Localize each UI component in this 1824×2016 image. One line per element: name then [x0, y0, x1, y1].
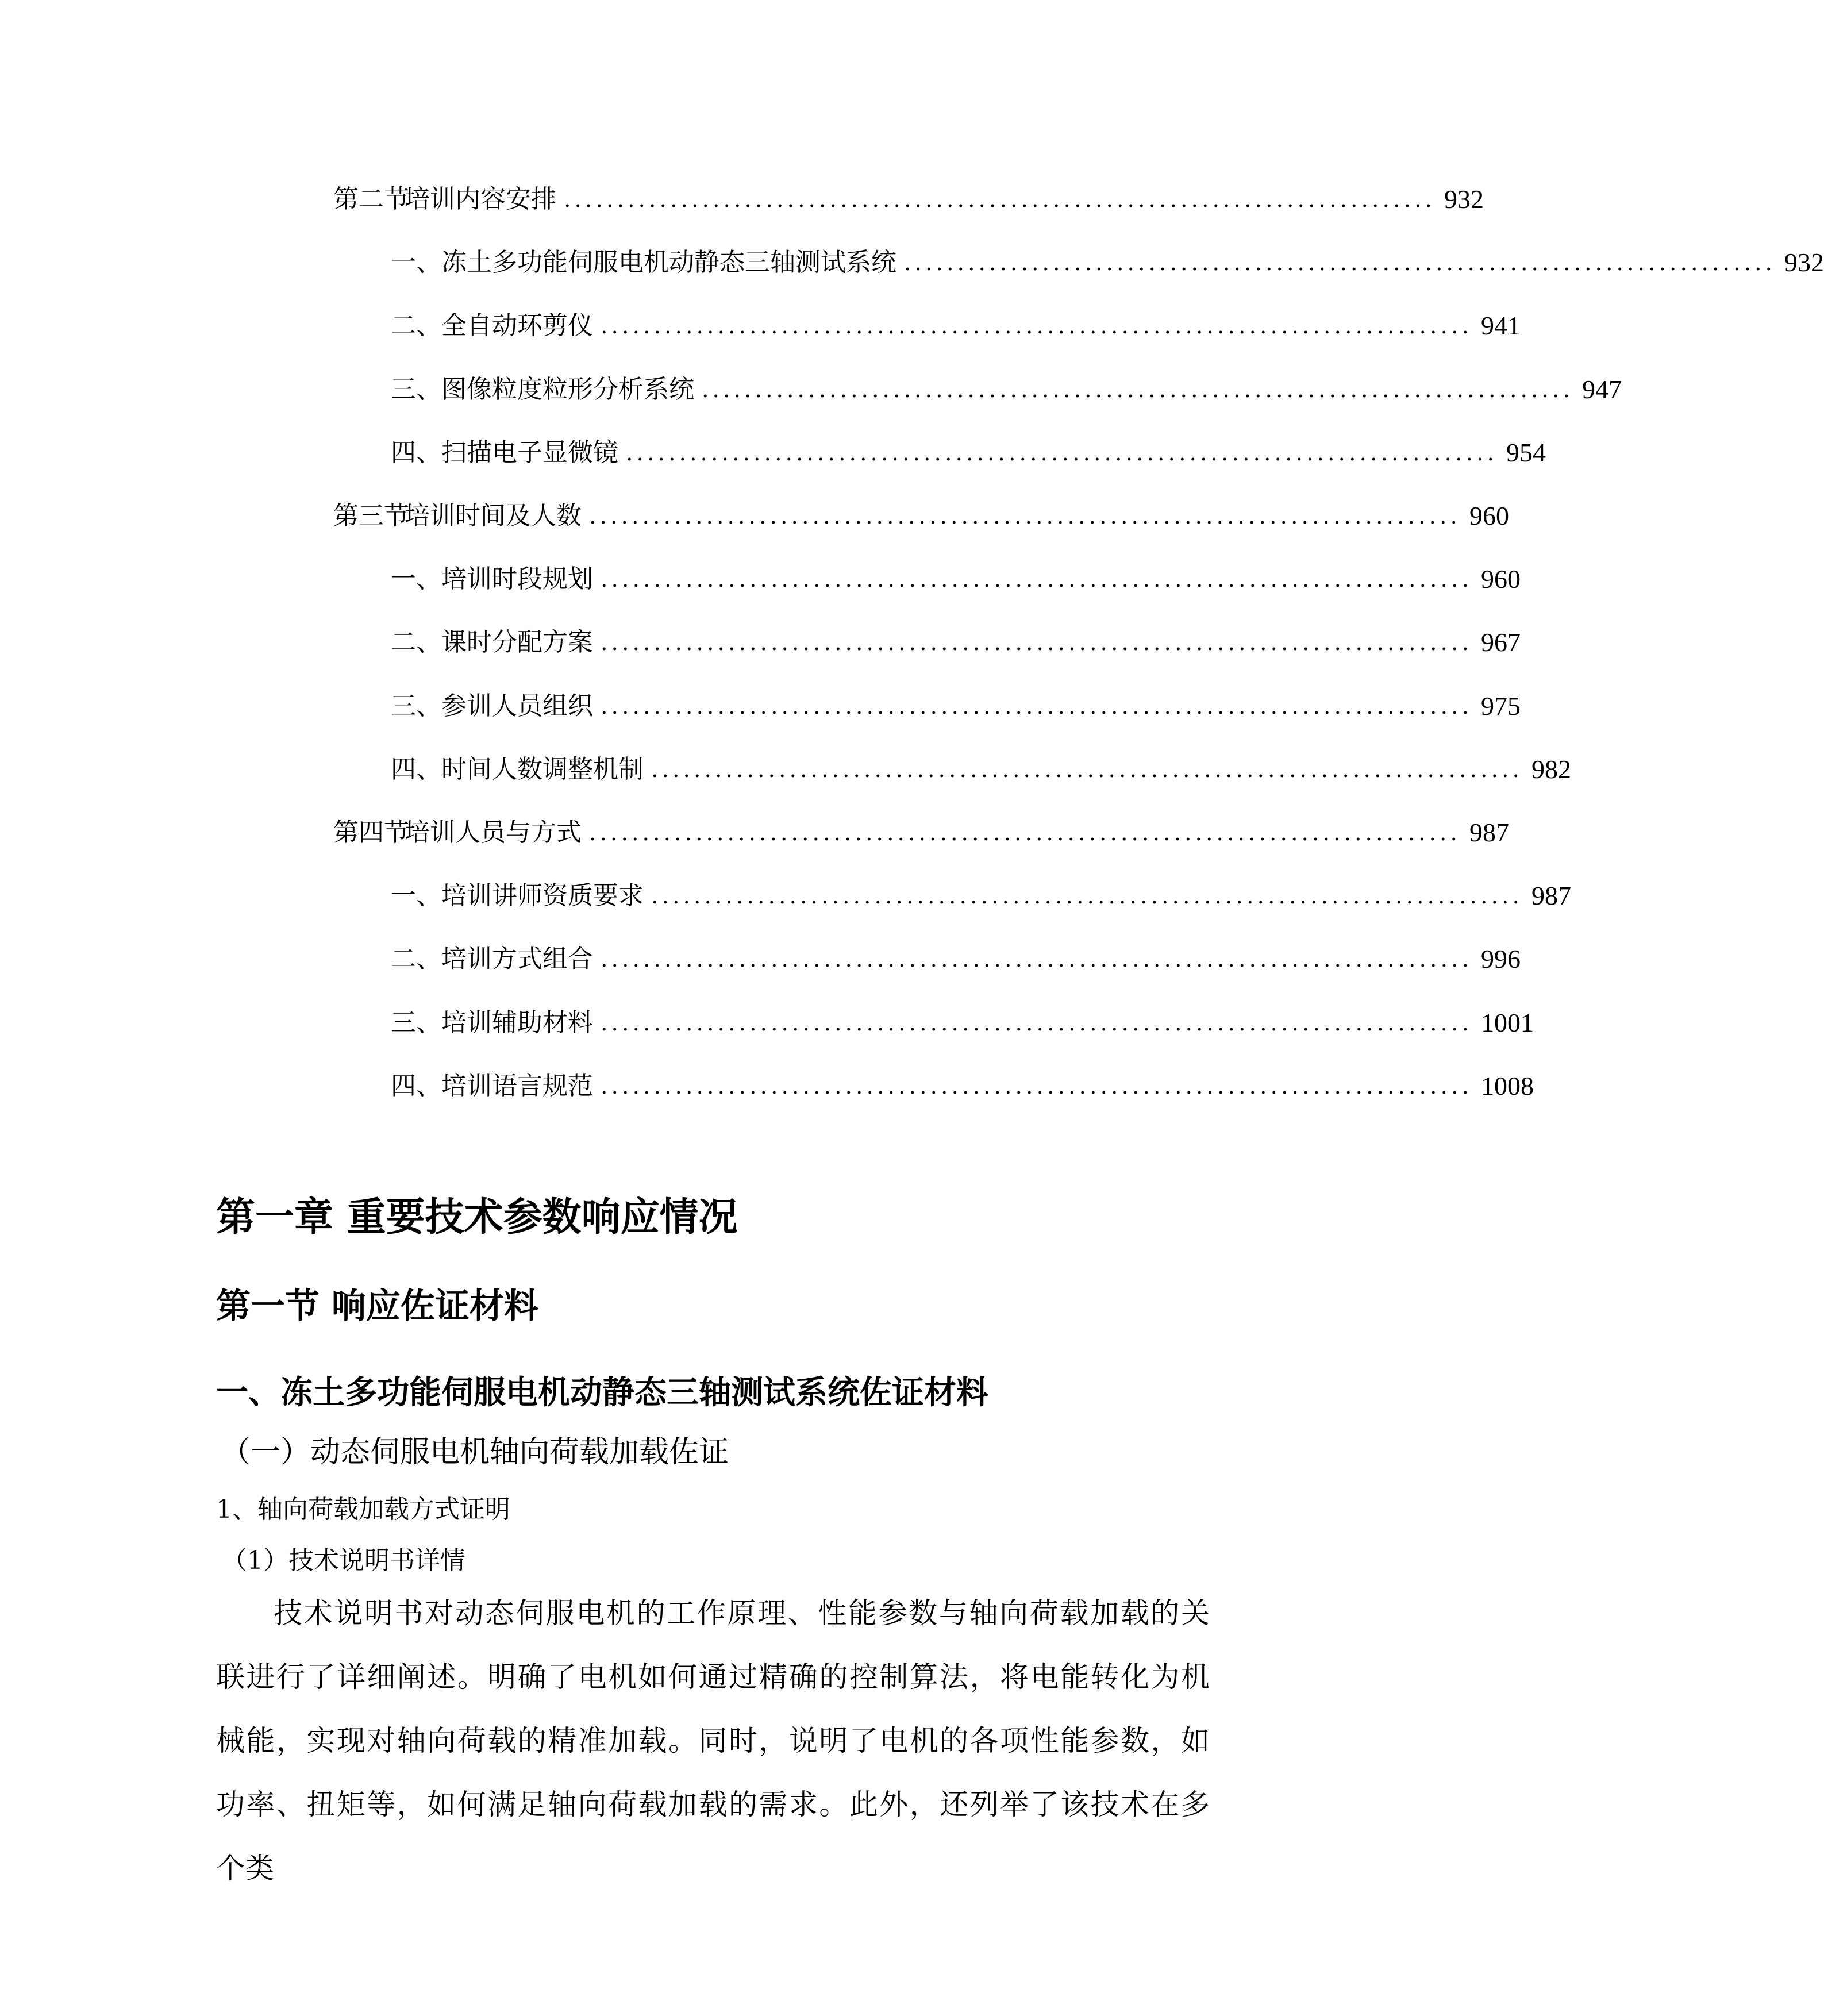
toc-entry[interactable] — [333, 675, 1521, 738]
toc-entry-title: 培训辅助材料 — [441, 1007, 593, 1037]
toc-leader-dots: .................................................................................. — [652, 883, 1523, 910]
toc-entry-number: 二、 — [391, 628, 441, 657]
toc-leader-dots: .................................................................................. — [601, 566, 1473, 593]
toc-entry-title: 全自动环剪仪 — [441, 311, 593, 341]
toc-entry[interactable] — [333, 358, 1622, 421]
toc-entry-page: 947 — [1582, 374, 1622, 404]
toc-leader-dots: .................................................................................. — [601, 946, 1473, 973]
toc-leader-dots: .................................................................................. — [601, 1009, 1473, 1036]
toc-entry-title: 冻土多功能伺服电机动静态三轴测试系统 — [441, 248, 896, 278]
toc-entry-number: 二、 — [391, 944, 441, 974]
toc-entry-page: 954 — [1506, 437, 1546, 467]
section-title: 第一节 响应佐证材料 — [216, 1286, 538, 1326]
toc-entry-number: 第三节 — [333, 501, 409, 531]
toc-leader-dots: .................................................................................. — [601, 1072, 1473, 1099]
toc-entry[interactable] — [333, 548, 1521, 611]
toc-entry[interactable] — [333, 801, 1509, 864]
toc-entry-number: 三、 — [391, 374, 441, 404]
toc-entry-number: 三、 — [391, 691, 441, 721]
toc-entry-page: 967 — [1481, 628, 1521, 657]
toc-entry-title: 时间人数调整机制 — [441, 754, 644, 784]
toc-entry-page: 987 — [1469, 817, 1509, 847]
toc-entry-title: 培训内容安排 — [405, 184, 556, 214]
toc-entry-number: 四、 — [391, 1071, 441, 1101]
toc-entry-page: 960 — [1481, 564, 1521, 594]
toc-entry-page: 975 — [1481, 691, 1521, 721]
toc-entry-number: 四、 — [391, 437, 441, 467]
toc-entry-page: 932 — [1444, 184, 1484, 214]
toc-entry-page: 987 — [1531, 881, 1571, 911]
subsection-subheading: （1）技术说明书详情 — [222, 1546, 465, 1575]
toc-entry-title: 参训人员组织 — [441, 691, 593, 721]
toc-entry[interactable] — [333, 611, 1521, 674]
toc-entry-title: 课时分配方案 — [441, 628, 593, 657]
toc-leader-dots: .................................................................................. — [626, 439, 1498, 466]
subsection-title: （一）动态伺服电机轴向荷载加载佐证 — [221, 1435, 729, 1469]
toc-entry[interactable] — [333, 168, 1484, 231]
toc-entry-page: 1001 — [1481, 1007, 1534, 1037]
toc-entry[interactable] — [333, 991, 1534, 1054]
table-of-contents — [333, 168, 1824, 1118]
toc-entry-title: 培训讲师资质要求 — [441, 881, 644, 911]
toc-entry-page: 941 — [1481, 311, 1521, 341]
toc-entry-number: 一、 — [391, 248, 441, 278]
toc-entry-title: 培训方式组合 — [441, 944, 593, 974]
toc-entry-title: 培训语言规范 — [441, 1071, 593, 1101]
toc-entry[interactable] — [333, 864, 1571, 928]
toc-entry[interactable] — [333, 484, 1509, 548]
toc-entry-page: 932 — [1784, 248, 1824, 278]
subsection-heading: 1、轴向荷载加载方式证明 — [216, 1495, 510, 1524]
toc-leader-dots: .................................................................................. — [601, 313, 1473, 340]
toc-entry-title: 扫描电子显微镜 — [441, 437, 618, 467]
toc-entry[interactable] — [333, 231, 1824, 294]
toc-entry-title: 培训时间及人数 — [405, 501, 582, 531]
toc-entry-page: 960 — [1469, 501, 1509, 531]
toc-entry-number: 一、 — [391, 881, 441, 911]
toc-entry-page: 982 — [1531, 754, 1571, 784]
toc-entry[interactable] — [333, 1055, 1534, 1118]
toc-entry-page: 996 — [1481, 944, 1521, 974]
toc-entry-title: 培训时段规划 — [441, 564, 593, 594]
toc-leader-dots: .................................................................................. — [590, 503, 1461, 530]
toc-entry[interactable] — [333, 928, 1521, 991]
toc-leader-dots: .................................................................................. — [601, 629, 1473, 656]
toc-entry-number: 三、 — [391, 1007, 441, 1037]
toc-leader-dots: .................................................................................. — [652, 756, 1523, 783]
toc-entry-number: 四、 — [391, 754, 441, 784]
toc-entry[interactable] — [333, 738, 1571, 801]
toc-leader-dots: .................................................................................. — [590, 819, 1461, 846]
toc-leader-dots: .................................................................................. — [564, 186, 1436, 213]
toc-leader-dots: .................................................................................. — [905, 249, 1776, 276]
body-paragraph: 技术说明书对动态伺服电机的工作原理、性能参数与轴向荷载加载的关联进行了详细阐述。明确了电机如何通过精确的控制算法，将电能转化为机械能，实现对轴向荷载的精准加载。同时，说明了电机的各项性能参数，如功率、扭矩等，如何满足轴向荷载加载的需求。此外，还列举了该技术在多个类 — [216, 1596, 1210, 1885]
item-title: 一、冻土多功能伺服电机动静态三轴测试系统佐证材料 — [216, 1374, 988, 1411]
toc-leader-dots: .................................................................................. — [601, 692, 1473, 720]
toc-entry-number: 一、 — [391, 564, 441, 594]
toc-entry-title: 图像粒度粒形分析系统 — [441, 374, 694, 404]
toc-entry[interactable] — [333, 294, 1521, 357]
toc-entry-page: 1008 — [1481, 1071, 1534, 1101]
toc-entry-title: 培训人员与方式 — [405, 817, 582, 847]
toc-entry[interactable] — [333, 421, 1546, 484]
toc-entry-number: 二、 — [391, 311, 441, 341]
toc-leader-dots: .................................................................................. — [702, 376, 1574, 403]
chapter-title: 第一章 重要技术参数响应情况 — [216, 1195, 738, 1240]
toc-entry-number: 第四节 — [333, 817, 409, 847]
toc-entry-number: 第二节 — [333, 184, 409, 214]
